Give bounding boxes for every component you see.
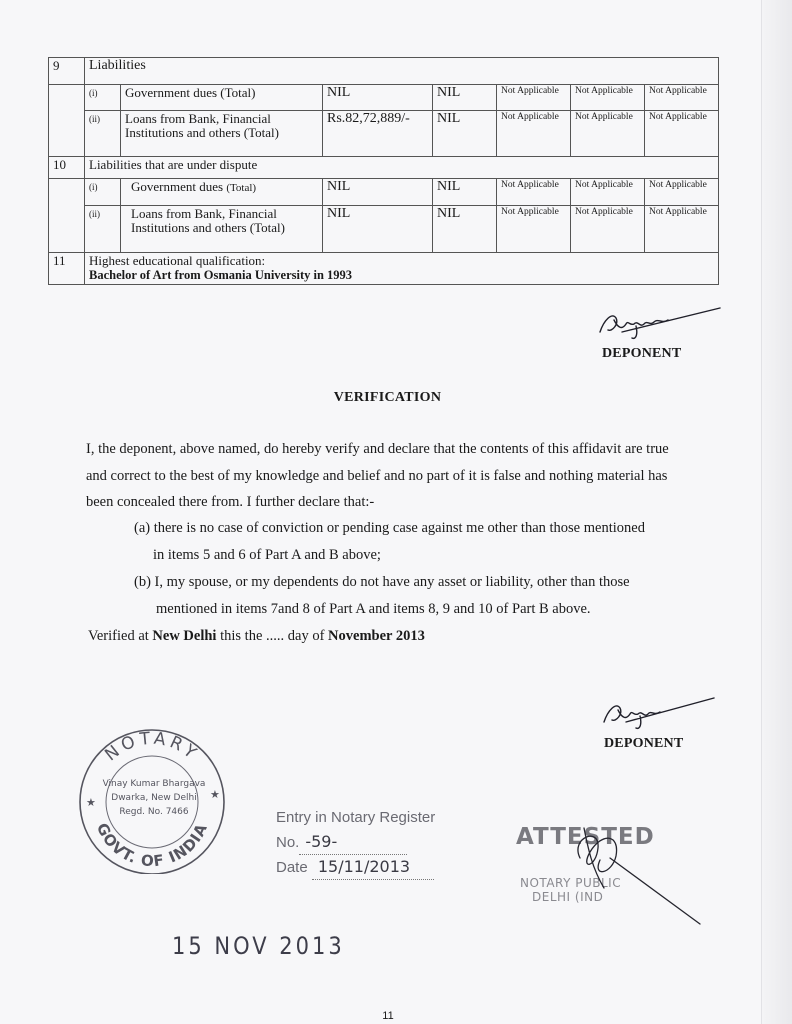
value-cell: NIL [323, 179, 433, 206]
qualification-cell [85, 253, 719, 285]
page-number: 11 [382, 1010, 394, 1022]
value-cell: Not Applicable [497, 179, 571, 206]
declaration-b-line1: (b) I, my spouse, or my dependents do not have any asset or liability, other than those [134, 574, 630, 590]
value-cell: Not Applicable [571, 179, 645, 206]
value-cell: NIL [433, 111, 497, 157]
sub-number: (ii) [85, 206, 121, 253]
seal-line1: Vinay Kumar Bhargava [102, 779, 206, 789]
deponent-label: DEPONENT [602, 346, 682, 361]
value-cell: Not Applicable [645, 206, 719, 253]
sub-number: (i) [85, 85, 121, 111]
verified-line: Verified at New Delhi this the ..... day of November 2013 [88, 628, 425, 644]
table-row [49, 179, 719, 206]
value-cell: Not Applicable [571, 206, 645, 253]
seal-line2: Dwarka, New Delhi [111, 793, 197, 803]
value-cell: Not Applicable [497, 206, 571, 253]
deponent-signature [596, 690, 726, 736]
table-row [49, 157, 719, 179]
item-label: Government dues (Total) [121, 179, 323, 206]
date-stamp: 15 NOV 2013 [172, 932, 345, 960]
register-title: Entry in Notary Register [276, 809, 436, 826]
verification-title: VERIFICATION [333, 390, 442, 405]
seal-star: ★ [210, 789, 220, 801]
declaration-a-line2: in items 5 and 6 of Part A and B above; [153, 547, 381, 563]
value-cell: NIL [323, 85, 433, 111]
notary-seal [74, 724, 230, 874]
row-number: 10 [49, 157, 85, 179]
page-edge [761, 0, 792, 1024]
value-cell: NIL [433, 179, 497, 206]
deponent-label: DEPONENT [604, 736, 684, 751]
table-row [49, 206, 719, 253]
verification-paragraph: I, the deponent, above named, do hereby verify and declare that the contents of this affidavit are true and correct to the best of my knowledge and belief and no part of it is false and nothing material has been concealed there from. I further declare that:- [86, 441, 669, 510]
notary-signature [540, 808, 710, 928]
value-cell: Not Applicable [645, 111, 719, 157]
seal-line3: Regd. No. 7466 [119, 807, 189, 817]
sub-number: (i) [85, 179, 121, 206]
value-cell: Rs.82,72,889/- [323, 111, 433, 157]
attested-stamp-details: NOTARY PUBLIC DELHI (IND [520, 876, 622, 904]
register-date: Date 15/11/2013 [276, 855, 435, 880]
attested-stamp-word: ATTESTED [516, 824, 655, 850]
seal-top-text: NOTARY [101, 728, 203, 766]
value-cell: Not Applicable [571, 111, 645, 157]
seal-bottom-text: GOVT. OF INDIA [92, 820, 212, 871]
declaration-a-line1: (a) there is no case of conviction or pending case against me other than those mentioned [134, 520, 645, 536]
sub-number: (ii) [85, 111, 121, 157]
section-label: Highest educational qualification: [89, 253, 266, 268]
table-row [49, 85, 719, 111]
section-label: Liabilities [85, 58, 719, 85]
register-no: No. -59- [276, 830, 435, 855]
value-cell: NIL [433, 85, 497, 111]
row-number: 9 [49, 58, 85, 85]
value-cell: Not Applicable [645, 179, 719, 206]
value-cell: NIL [323, 206, 433, 253]
row-number: 11 [49, 253, 85, 285]
table-row [49, 111, 719, 157]
value-cell: Not Applicable [645, 85, 719, 111]
value-cell: Not Applicable [497, 85, 571, 111]
declaration-b-line2: mentioned in items 7and 8 of Part A and items 8, 9 and 10 of Part B above. [156, 601, 591, 617]
value-cell: NIL [433, 206, 497, 253]
deponent-signature [592, 298, 732, 346]
value-cell: Not Applicable [571, 85, 645, 111]
item-label: Government dues (Total) [121, 85, 323, 111]
table-row [49, 253, 719, 285]
liabilities-table [48, 57, 719, 285]
table-row [49, 58, 719, 85]
item-label: Loans from Bank, Financial Institutions and others (Total) [121, 111, 323, 157]
notary-register-entry [276, 806, 435, 880]
qualification-value: Bachelor of Art from Osmania University in 1993 [89, 268, 353, 282]
item-label: Loans from Bank, Financial Institutions and others (Total) [121, 206, 323, 253]
value-cell: Not Applicable [497, 111, 571, 157]
seal-star: ★ [86, 797, 96, 809]
section-label: Liabilities that are under dispute [85, 157, 719, 179]
